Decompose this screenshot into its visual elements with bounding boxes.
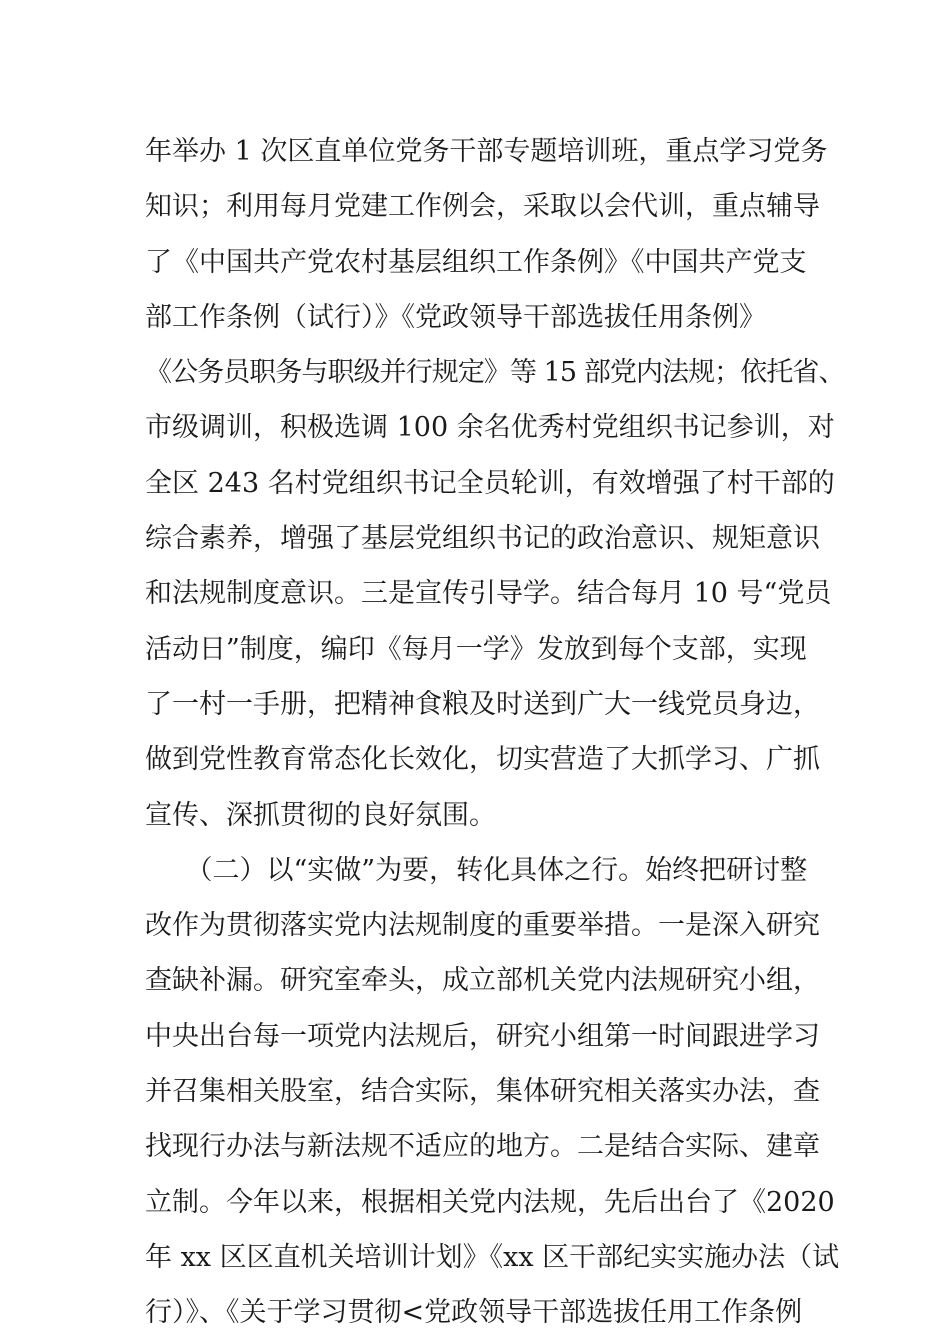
body-text: [145, 124, 845, 1341]
text-line-8: 综合素养，增强了基层党组织书记的政治意识、规矩意识: [145, 523, 820, 555]
text-line-5: 《公务员职务与职级并行规定》等 15 部党内法规；依托省、: [145, 357, 845, 389]
text-line-2: 知识；利用每月党建工作例会，采取以会代训，重点辅导: [145, 191, 820, 223]
text-line-13: 宣传、深抓贯彻的良好氛围。: [145, 799, 496, 831]
text-line-21: 年 xx 区区直机关培训计划》《xx 区干部纪实实施办法（试: [145, 1241, 840, 1273]
text-line-12: 做到党性教育常态化长效化，切实营造了大抓学习、广抓: [145, 744, 820, 776]
text-line-17: 中央出台每一项党内法规后，研究小组第一时间跟进学习: [145, 1020, 820, 1052]
text-line-9: 和法规制度意识。三是宣传引导学。结合每月 10 号“党员: [145, 578, 832, 610]
text-line-7: 全区 243 名村党组织书记全员轮训，有效增强了村干部的: [145, 467, 835, 499]
text-line-19: 找现行办法与新法规不适应的地方。二是结合实际、建章: [145, 1131, 820, 1163]
text-line-4: 部工作条例（试行）》《党政领导干部选拔任用条例》: [145, 301, 766, 333]
text-line-3: 了《中国共产党农村基层组织工作条例》《中国共产党支: [145, 246, 807, 278]
text-line-1: 年举办 1 次区直单位党务干部专题培训班，重点学习党务: [145, 136, 828, 167]
text-line-14: （二）以“实做”为要，转化具体之行。始终把研讨整: [145, 854, 808, 886]
text-line-6: 市级调训，积极选调 100 余名优秀村党组织书记参训，对: [145, 412, 835, 444]
text-line-16: 查缺补漏。研究室牵头，成立部机关党内法规研究小组，: [145, 965, 820, 997]
text-line-15: 改作为贯彻落实党内法规制度的重要举措。一是深入研究: [145, 910, 820, 942]
text-line-11: 了一村一手册，把精神食粮及时送到广大一线党员身边，: [145, 688, 820, 720]
text-line-10: 活动日”制度，编印《每月一学》发放到每个支部，实现: [145, 633, 807, 665]
text-line-22: 行）》、《关于学习贯彻<党政领导干部选拔任用工作条例: [145, 1297, 803, 1329]
text-line-18: 并召集相关股室，结合实际，集体研究相关落实办法，查: [145, 1076, 820, 1108]
text-line-20: 立制。今年以来，根据相关党内法规，先后出台了《2020: [145, 1186, 835, 1218]
